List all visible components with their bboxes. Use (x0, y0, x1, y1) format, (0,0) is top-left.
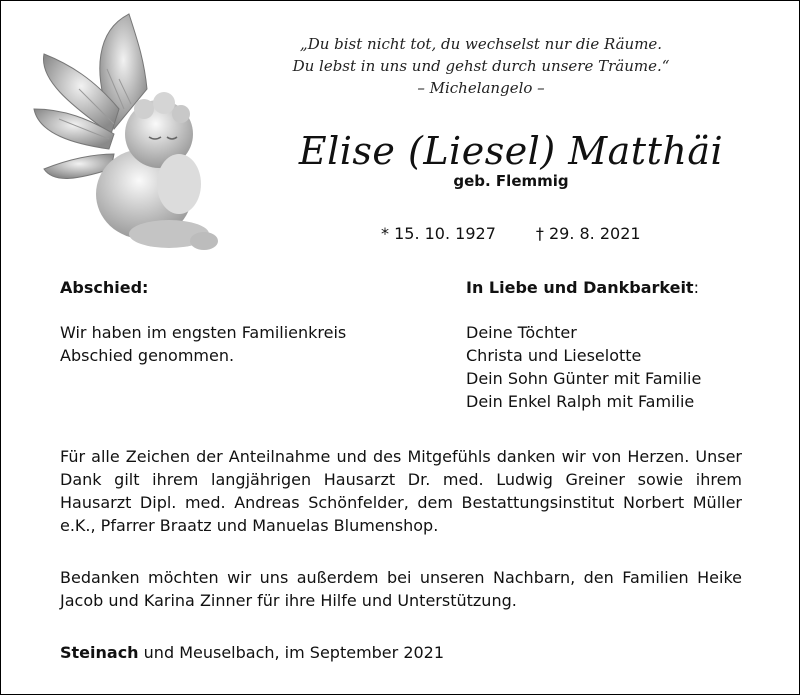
death-date: † 29. 8. 2021 (535, 224, 641, 243)
place-rest: und Meuselbach, im September 2021 (138, 643, 445, 662)
mourner-line: Dein Sohn Günter mit Familie (466, 369, 702, 388)
quote-line: Du lebst in uns und gehst durch unsere Träume.“ (292, 57, 670, 75)
angel-figure-icon (19, 9, 219, 259)
mourners-heading-colon: : (693, 278, 699, 297)
mourners-section (466, 276, 786, 413)
quote-line: „Du bist nicht tot, du wechselst nur die Räume. (299, 35, 663, 53)
place-bold: Steinach (60, 643, 139, 662)
deceased-name: Elise (Liesel) Matthäi (298, 129, 724, 173)
thanks-paragraph: Für alle Zeichen der Anteilnahme und des Mitgefühls danken wir von Herzen. Unser Dank gilt ihrem langjährigen Hausarzt Dr. med. Ludwig Greiner sowie ihrem Hausarzt Dipl. med. Andreas Schönfelder, dem Bestattungsinstitut Norbert Müller e.K., Pfarrer Braatz und Manuelas Blumenshop. (60, 447, 742, 535)
mourner-line: Dein Enkel Ralph mit Familie (466, 392, 695, 411)
birth-date: * 15. 10. 1927 (381, 224, 496, 243)
mourners-heading (466, 276, 786, 299)
place-and-date (60, 641, 444, 664)
farewell-section (60, 276, 390, 367)
farewell-line: Abschied genommen. (60, 346, 235, 365)
mourners-heading-text: In Liebe und Dankbarkeit (466, 278, 694, 297)
life-dates (381, 223, 641, 245)
birth-name: geb. Flemmig (453, 172, 569, 190)
farewell-heading: Abschied: (60, 278, 149, 297)
quote-author: – Michelangelo – (417, 79, 545, 97)
mourner-line: Christa und Lieselotte (466, 346, 642, 365)
thanks-paragraph: Bedanken möchten wir uns außerdem bei unseren Nachbarn, den Familien Heike Jacob und Karina Zinner für ihre Hilfe und Unterstützung. (60, 568, 742, 610)
mourner-line: Deine Töchter (466, 323, 577, 342)
epigraph-quote (281, 33, 681, 99)
farewell-line: Wir haben im engsten Familienkreis (60, 323, 347, 342)
